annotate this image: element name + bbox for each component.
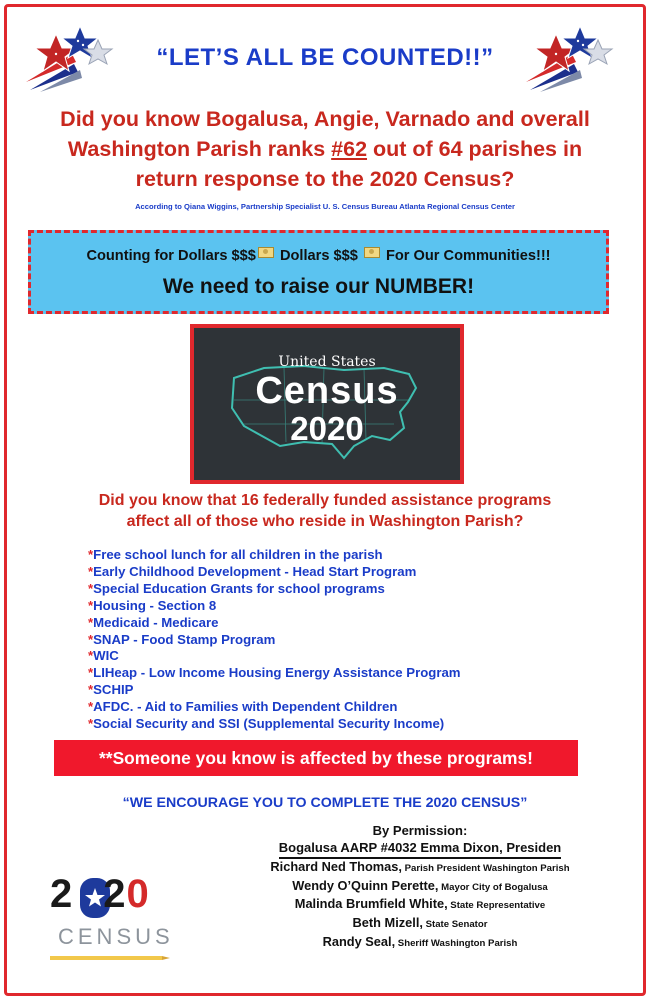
programs-question	[0, 490, 650, 532]
list-item: *Social Security and SSI (Supplemental Security Income)	[88, 716, 445, 732]
signatory-name: Malinda Brumfield White,	[294, 896, 448, 912]
census-image-line1: United States	[278, 354, 376, 370]
census-chalkboard-image	[190, 324, 464, 484]
alert-text: **Someone you know is affected by these programs!	[99, 748, 533, 768]
signatory-title: Parish President Washington Parish	[401, 863, 570, 874]
list-item: *WIC	[88, 648, 119, 664]
list-item: *Early Childhood Development - Head Start Program	[88, 563, 417, 579]
logo-word: CENSUS	[58, 924, 174, 949]
program-label: AFDC. - Aid to Families with Dependent Children	[93, 699, 398, 715]
program-label: SNAP - Food Stamp Program	[93, 631, 276, 647]
logo-digit: 2	[103, 872, 127, 916]
signatory-title: Sheriff Washington Parish	[395, 937, 518, 949]
program-label: Social Security and SSI (Supplemental Security Income)	[93, 716, 445, 732]
dollars-banner-line2: We need to raise our NUMBER!	[162, 275, 475, 298]
signatory-row	[200, 915, 640, 934]
dollars-banner	[28, 230, 609, 314]
aarp-chapter-line: Bogalusa AARP #4032 Emma Dixon, Presiden	[279, 839, 562, 859]
parish-rank: #62	[331, 137, 368, 161]
signatures-block	[200, 822, 640, 953]
list-item: *Free school lunch for all children in the parish	[88, 547, 383, 562]
census-image-line2: Census	[255, 370, 399, 412]
program-label: LIHeap - Low Income Housing Energy Assistance Program	[93, 665, 461, 681]
rank-question-line3: return response to the 2020 Census?	[135, 167, 515, 191]
rank-question-line2	[0, 134, 650, 164]
signatory-name: Richard Ned Thomas,	[270, 859, 402, 874]
banner-text-part3: For Our Communities!!!	[381, 248, 551, 264]
money-icon	[258, 247, 274, 258]
program-label: Medicaid - Medicare	[93, 614, 219, 630]
list-item: *AFDC. - Aid to Families with Dependent Children	[88, 699, 398, 715]
signatory-title: State Senator	[422, 919, 488, 931]
signatory-name: Randy Seal,	[322, 933, 396, 949]
dollars-banner-line1	[31, 247, 606, 264]
census-2020-logo	[50, 872, 174, 968]
rank-question-line2-end: out of 64 parishes in	[367, 137, 583, 161]
flyer-title: “LET’S ALL BE COUNTED!!”	[156, 44, 494, 71]
list-item: *Special Education Grants for school programs	[88, 580, 385, 596]
list-item: *SNAP - Food Stamp Program	[88, 631, 276, 647]
signatory-row	[200, 878, 640, 897]
rank-question-line1: Did you know Bogalusa, Angie, Varnado and overall	[60, 107, 590, 131]
logo-number	[50, 872, 174, 917]
encourage-year: 2020	[425, 795, 458, 811]
banner-text-part2: Dollars $$$	[275, 248, 362, 264]
census-image-line3: 2020	[290, 410, 364, 447]
rank-question	[0, 104, 650, 194]
encourage-text-end: CENSUS”	[457, 795, 528, 811]
banner-text-part1: Counting for Dollars $$$	[86, 248, 256, 264]
program-label: WIC	[93, 648, 119, 664]
money-icon	[364, 247, 380, 258]
programs-question-line1: Did you know that 16 federally funded assistance programs	[98, 492, 552, 509]
list-item: *Medicaid - Medicare	[88, 614, 219, 630]
encourage-text-start: “WE ENCOURAGE YOU TO COMPLETE THE	[122, 795, 426, 811]
signatory-row	[200, 934, 640, 953]
programs-list	[88, 547, 461, 733]
encourage-line	[0, 795, 650, 811]
source-credit: According to Qiana Wiggins, Partnership Specialist U. S. Census Bureau Atlanta Regional Census Center	[135, 202, 515, 211]
signatory-name: Beth Mizell,	[352, 915, 423, 931]
list-item: *SCHIP	[88, 682, 134, 698]
permission-heading: By Permission:	[372, 823, 468, 838]
list-item: *Housing - Section 8	[88, 597, 217, 613]
rank-question-line2-start: Washington Parish ranks	[67, 137, 332, 161]
signatory-name: Wendy O’Quinn Perette,	[292, 877, 439, 893]
programs-question-line2: affect all of those who reside in Washington Parish?	[126, 513, 524, 530]
program-label: SCHIP	[93, 682, 134, 698]
program-label: Housing - Section 8	[93, 597, 217, 613]
alert-banner	[54, 740, 578, 776]
signatory-row	[200, 896, 640, 915]
logo-digit: 2	[50, 872, 74, 916]
program-label: Free school lunch for all children in the parish	[93, 547, 383, 562]
signatory-title: State Representative	[447, 900, 546, 912]
logo-digit: 0	[126, 872, 150, 916]
signatory-row	[200, 859, 640, 878]
list-item: *LIHeap - Low Income Housing Energy Assistance Program	[88, 665, 461, 681]
program-label: Early Childhood Development - Head Start Program	[93, 563, 417, 579]
program-label: Special Education Grants for school programs	[93, 580, 385, 596]
signatory-title: Mayor City of Bogalusa	[438, 881, 548, 893]
